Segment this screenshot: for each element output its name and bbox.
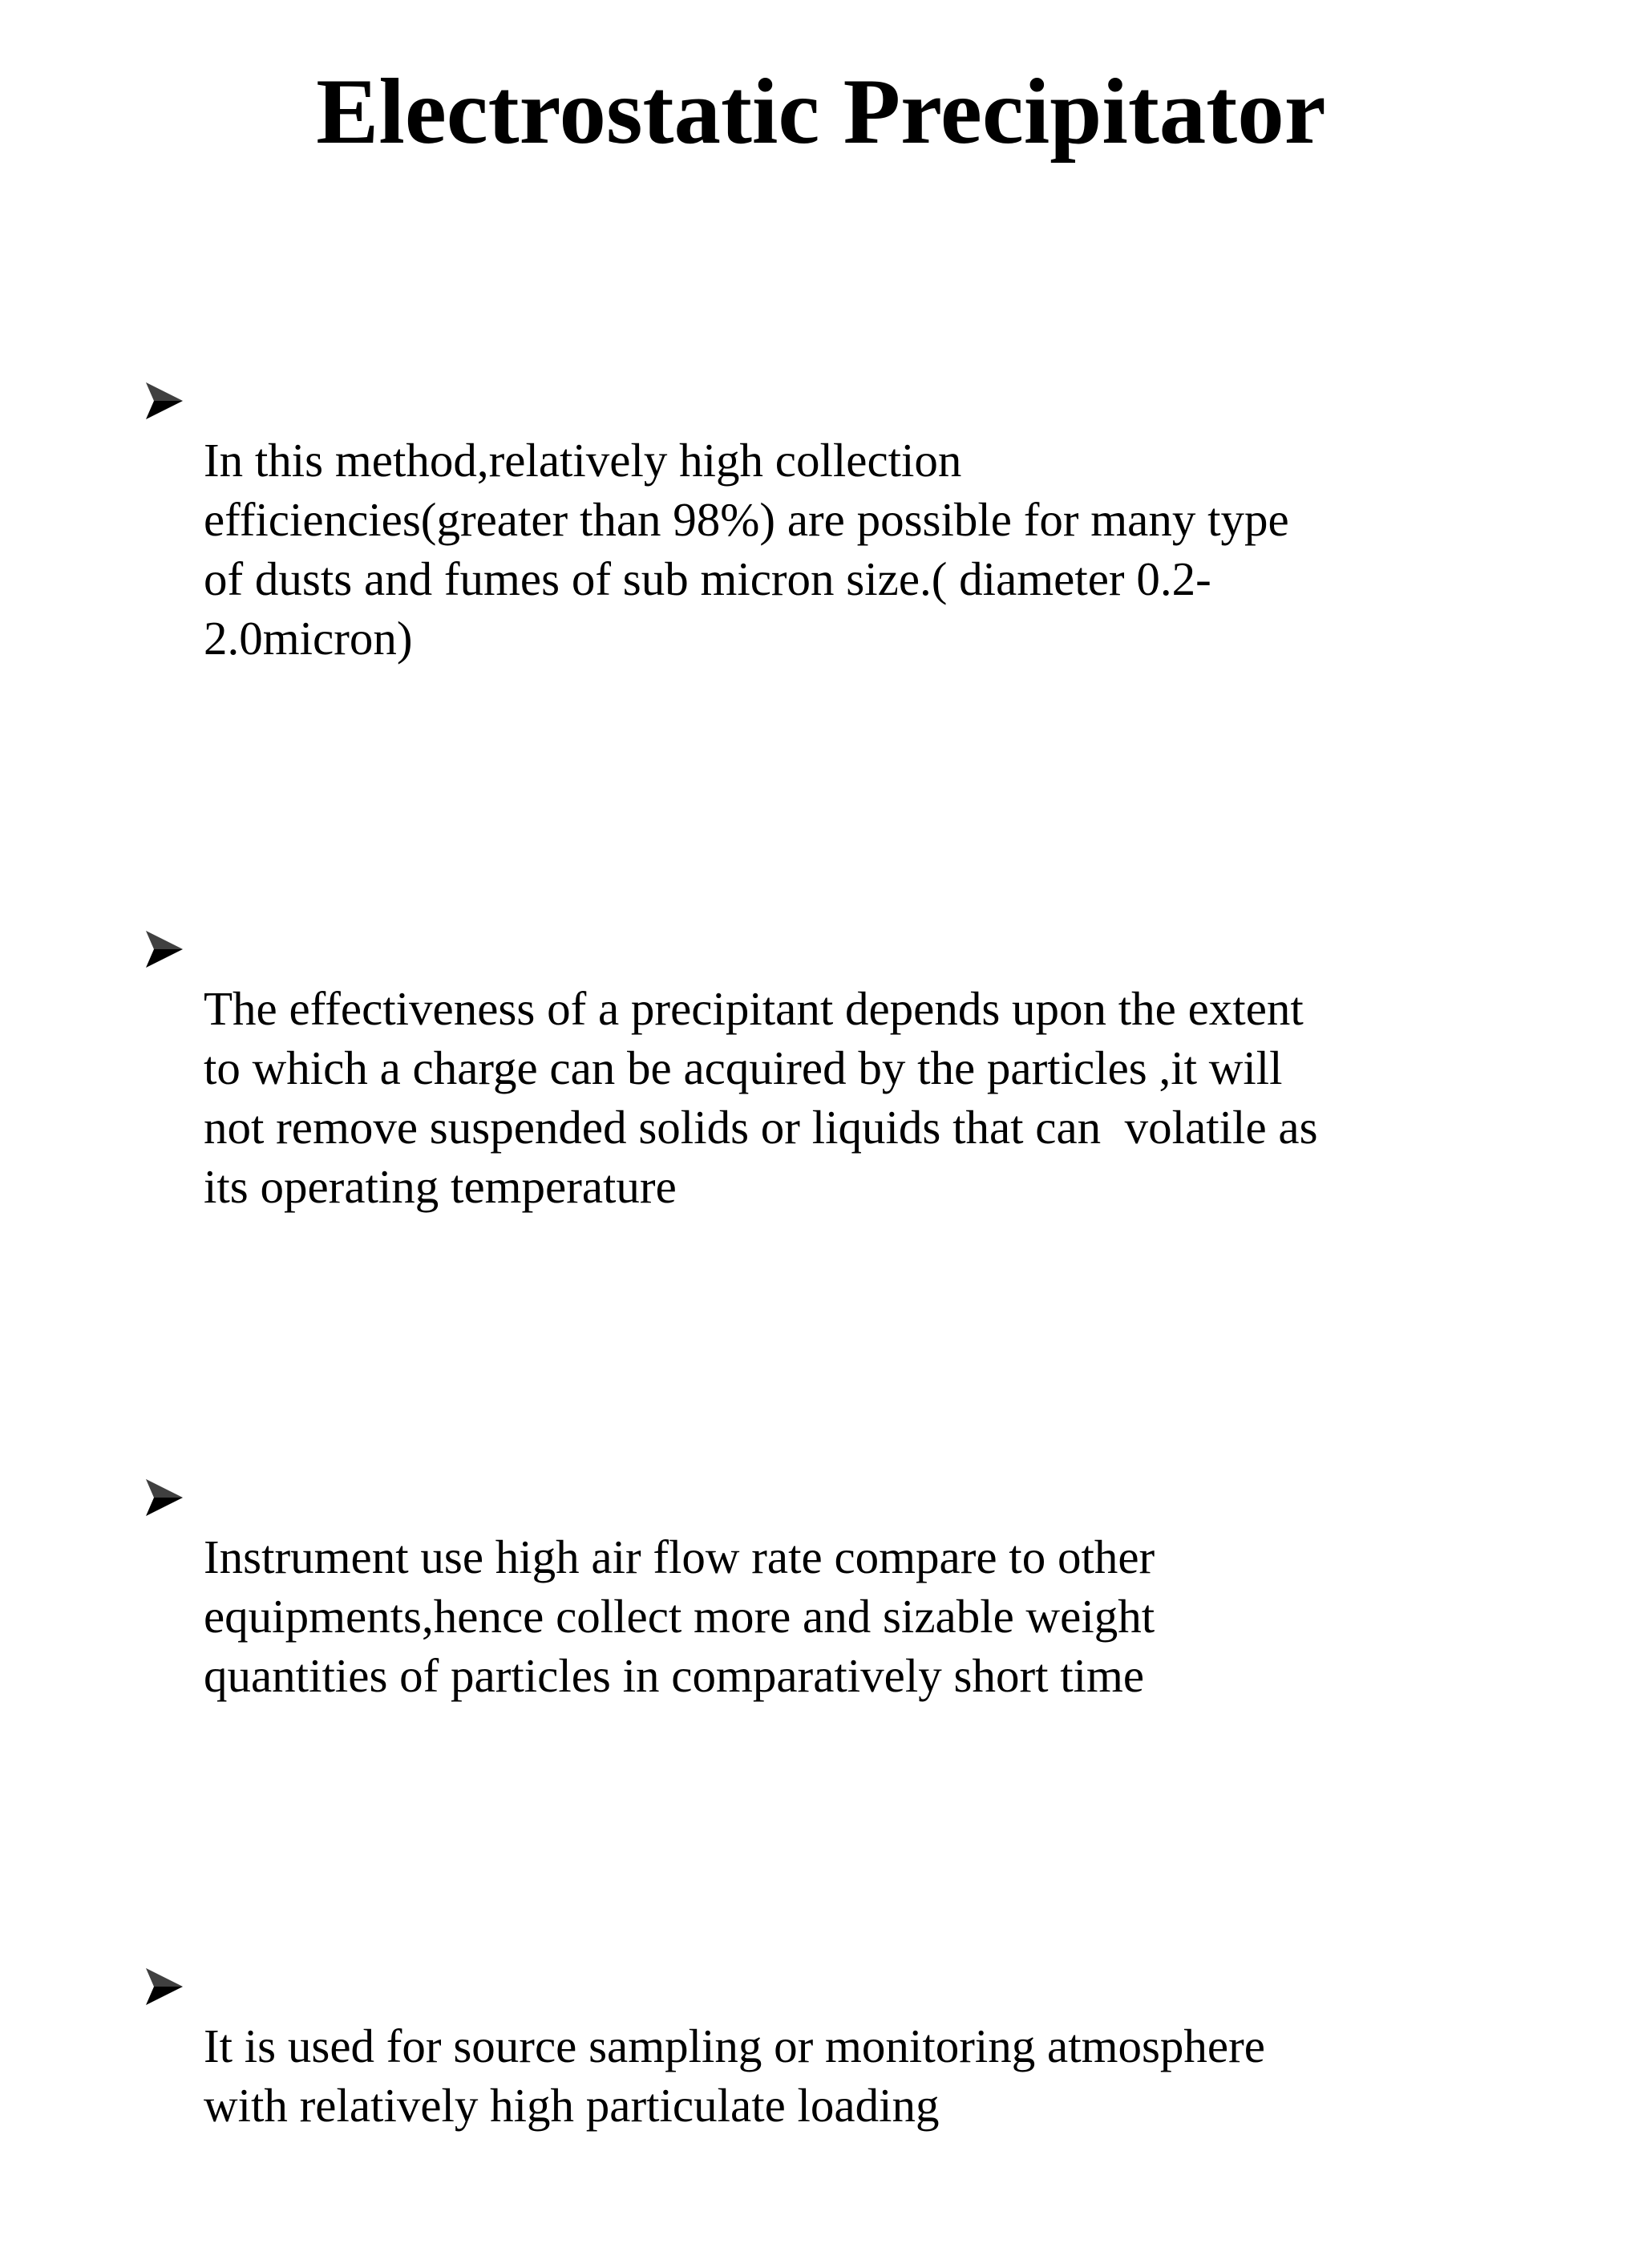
bullet-text: It is used for source sampling or monitoring atmosphere with relatively high particulate loading	[204, 2019, 1265, 2132]
list-item	[143, 253, 1538, 786]
list-item	[143, 1838, 1538, 2254]
bullet-text: In this method,relatively high collection efficiencies(greater than 98%) are possible for many type of dusts and fumes of sub micron size.( diameter 0.2- 2.0micron)	[204, 434, 1289, 665]
bullet-list	[143, 253, 1538, 2268]
arrowhead-bullet-icon	[143, 1838, 188, 1898]
arrowhead-bullet-icon	[143, 253, 188, 312]
list-item	[143, 1349, 1538, 1824]
bullet-text: Instrument use high air flow rate compare to other equipments,hence collect more and sizable weight quantities of particles in comparatively short time	[204, 1530, 1155, 1702]
bullet-text: The effectiveness of a precipitant depends upon the extent to which a charge can be acquired by the particles ,it will not remove suspended solids or liquids that can volatile as its operating temperature	[204, 982, 1318, 1213]
arrowhead-bullet-icon	[143, 1349, 188, 1409]
list-item	[143, 801, 1538, 1335]
arrowhead-bullet-icon	[143, 801, 188, 860]
slide-title: Electrostatic Precipitator	[316, 60, 1326, 164]
